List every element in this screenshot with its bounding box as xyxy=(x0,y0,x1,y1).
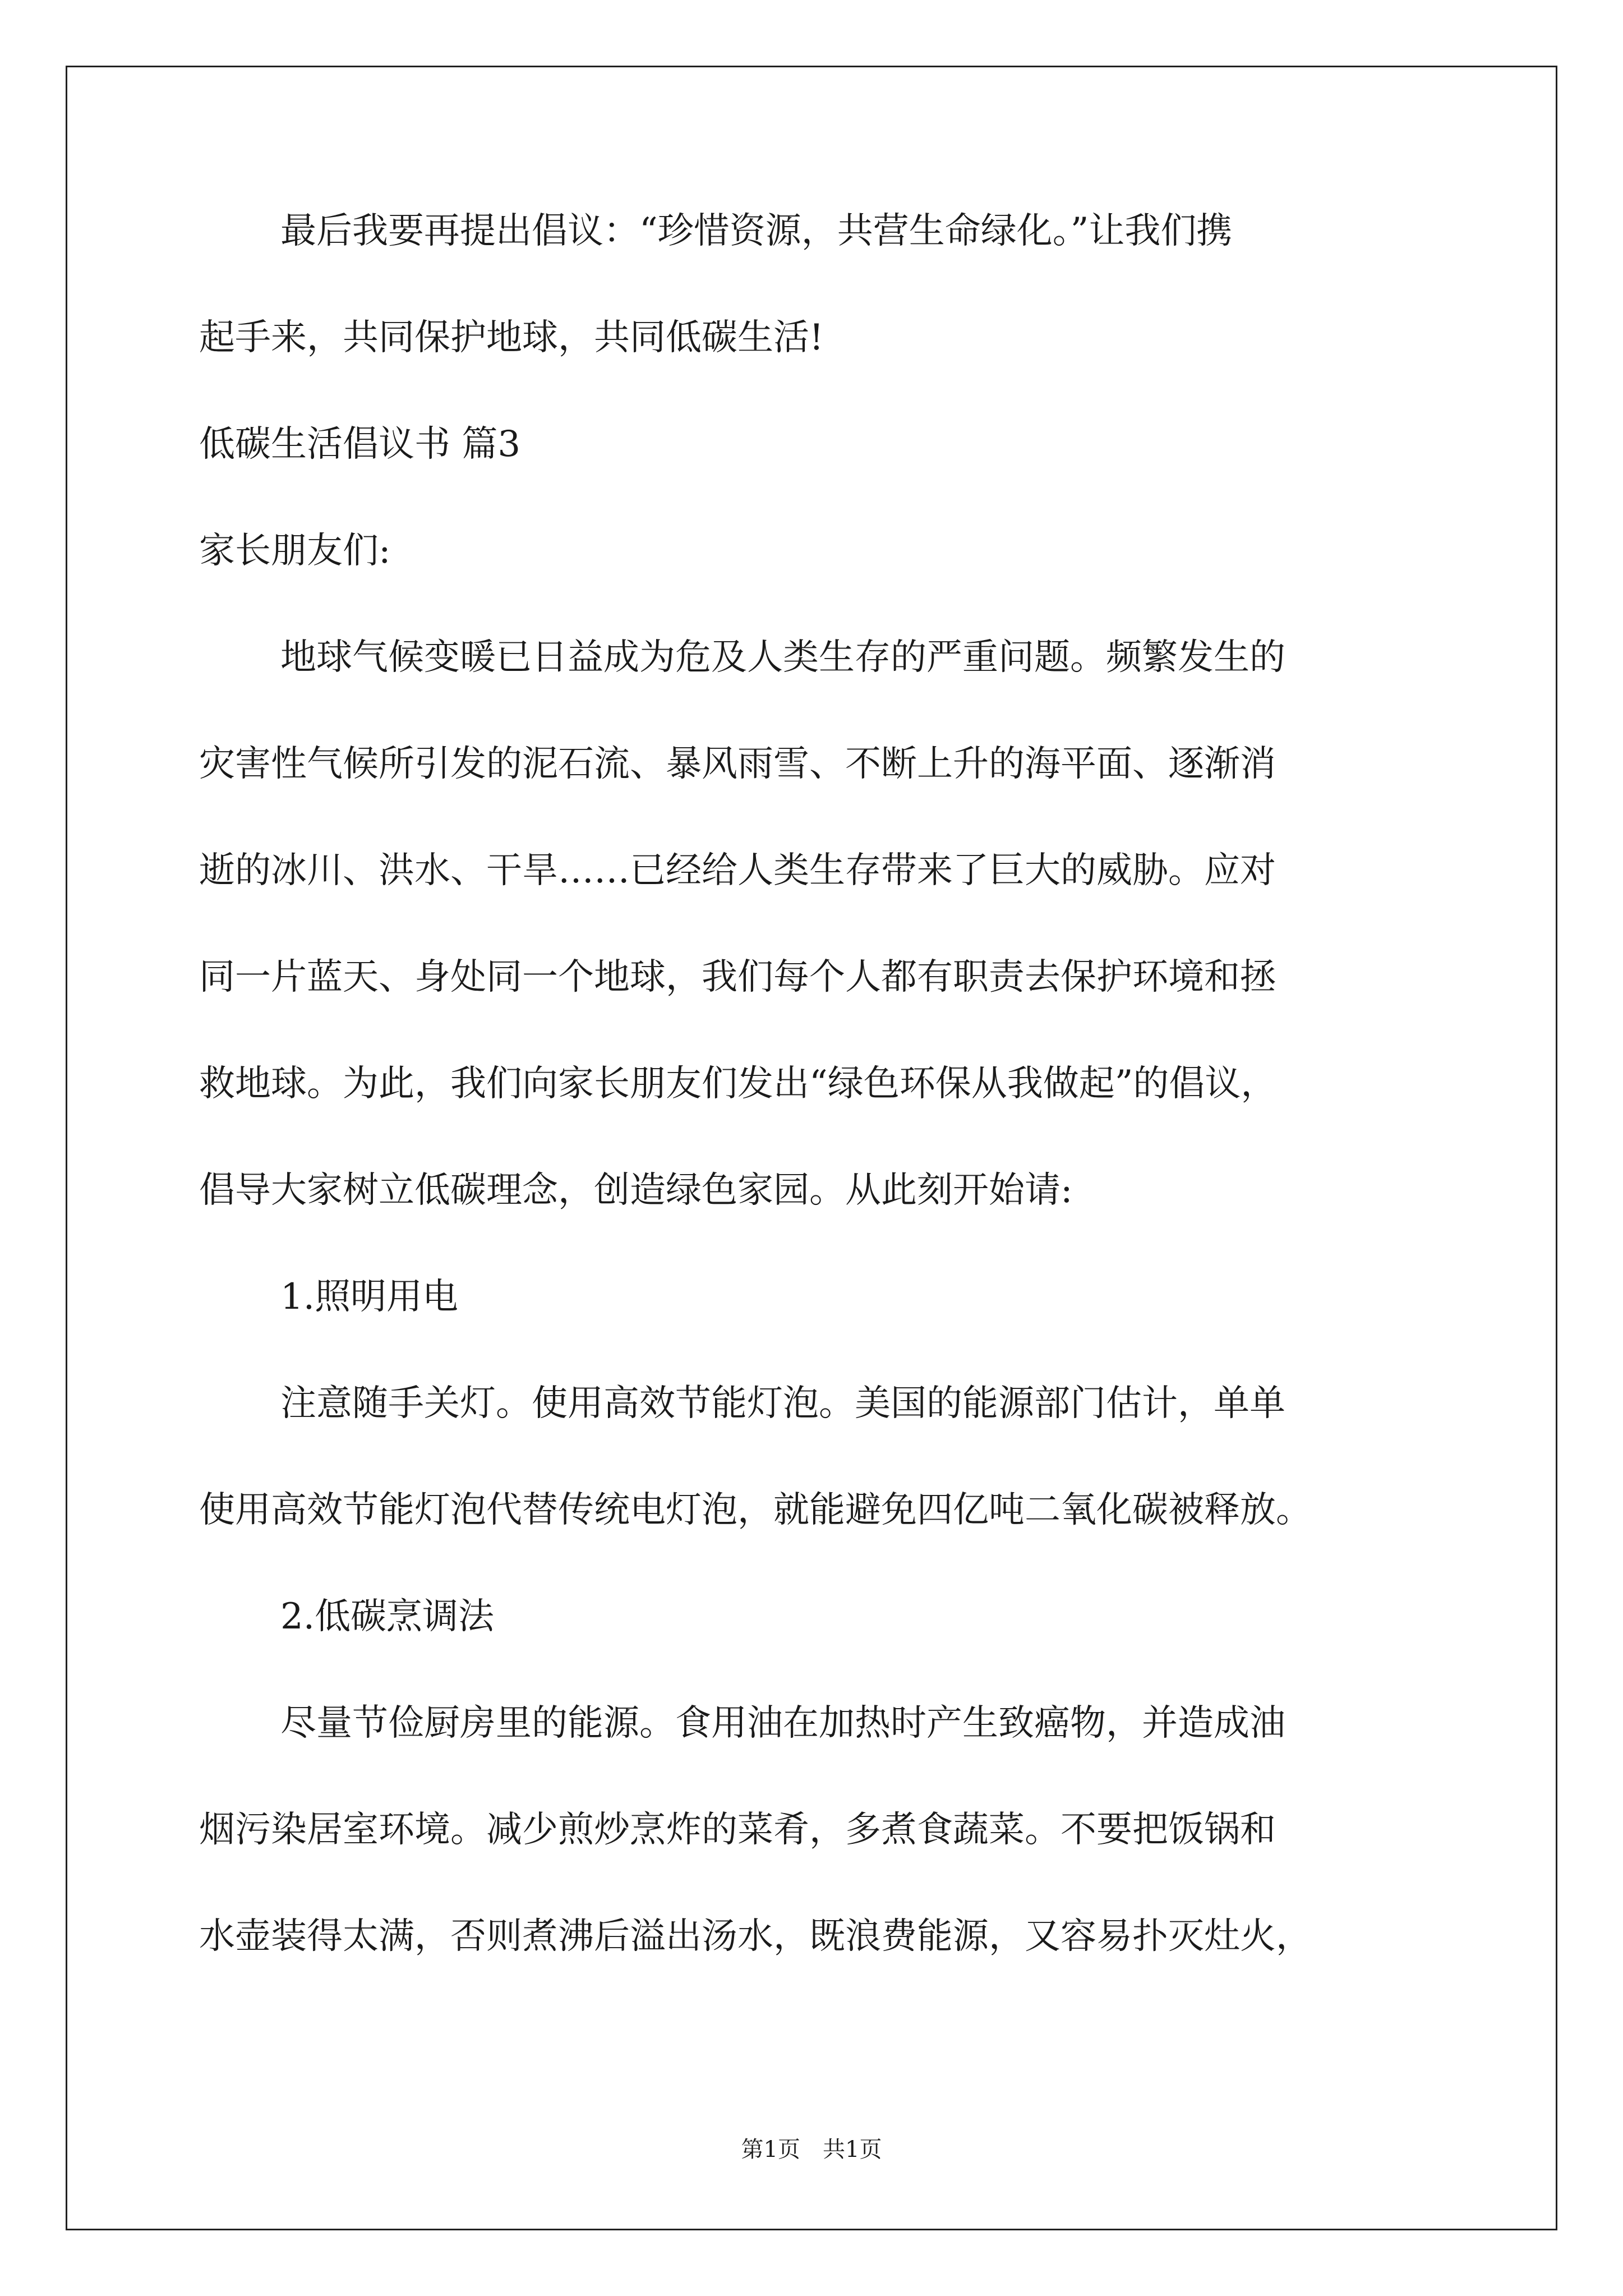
paragraph-line: 烟污染居室环境。减少煎炒烹炸的菜肴，多煮食蔬菜。不要把饭锅和 xyxy=(199,1809,1276,1851)
page-number-footer: 第1页 共1页 xyxy=(741,2137,882,2162)
paragraph-line: 地球气候变暖已日益成为危及人类生存的严重问题。频繁发生的 xyxy=(280,637,1285,678)
paragraph-line: 水壶装得太满，否则煮沸后溢出汤水，既浪费能源，又容易扑灭灶火， xyxy=(199,1916,1312,1957)
paragraph-line: 起手来，共同保护地球，共同低碳生活! xyxy=(199,317,824,358)
paragraph-line: 逝的冰川、洪水、干旱……已经给人类生存带来了巨大的威胁。应对 xyxy=(199,850,1276,891)
list-item-heading: 1.照明用电 xyxy=(280,1276,459,1318)
salutation: 家长朋友们: xyxy=(199,530,391,572)
paragraph-line: 救地球。为此，我们向家长朋友们发出“绿色环保从我做起”的倡议， xyxy=(199,1063,1277,1105)
paragraph-line: 使用高效节能灯泡代替传统电灯泡，就能避免四亿吨二氧化碳被释放。 xyxy=(199,1489,1312,1531)
paragraph-line: 倡导大家树立低碳理念，创造绿色家园。从此刻开始请: xyxy=(199,1170,1073,1211)
paragraph-line: 最后我要再提出倡议：“珍惜资源，共营生命绿化。”让我们携 xyxy=(280,210,1233,252)
section-heading: 低碳生活倡议书 篇3 xyxy=(199,424,521,465)
document-body xyxy=(199,210,1427,2025)
list-item-heading: 2.低碳烹调法 xyxy=(280,1596,495,1637)
paragraph-line: 灾害性气候所引发的泥石流、暴风雨雪、不断上升的海平面、逐渐消 xyxy=(199,743,1276,785)
paragraph-line: 同一片蓝天、身处同一个地球，我们每个人都有职责去保护环境和拯 xyxy=(199,956,1276,998)
paragraph-line: 尽量节俭厨房里的能源。食用油在加热时产生致癌物，并造成油 xyxy=(280,1703,1285,1744)
paragraph-line: 注意随手关灯。使用高效节能灯泡。美国的能源部门估计，单单 xyxy=(280,1383,1285,1424)
